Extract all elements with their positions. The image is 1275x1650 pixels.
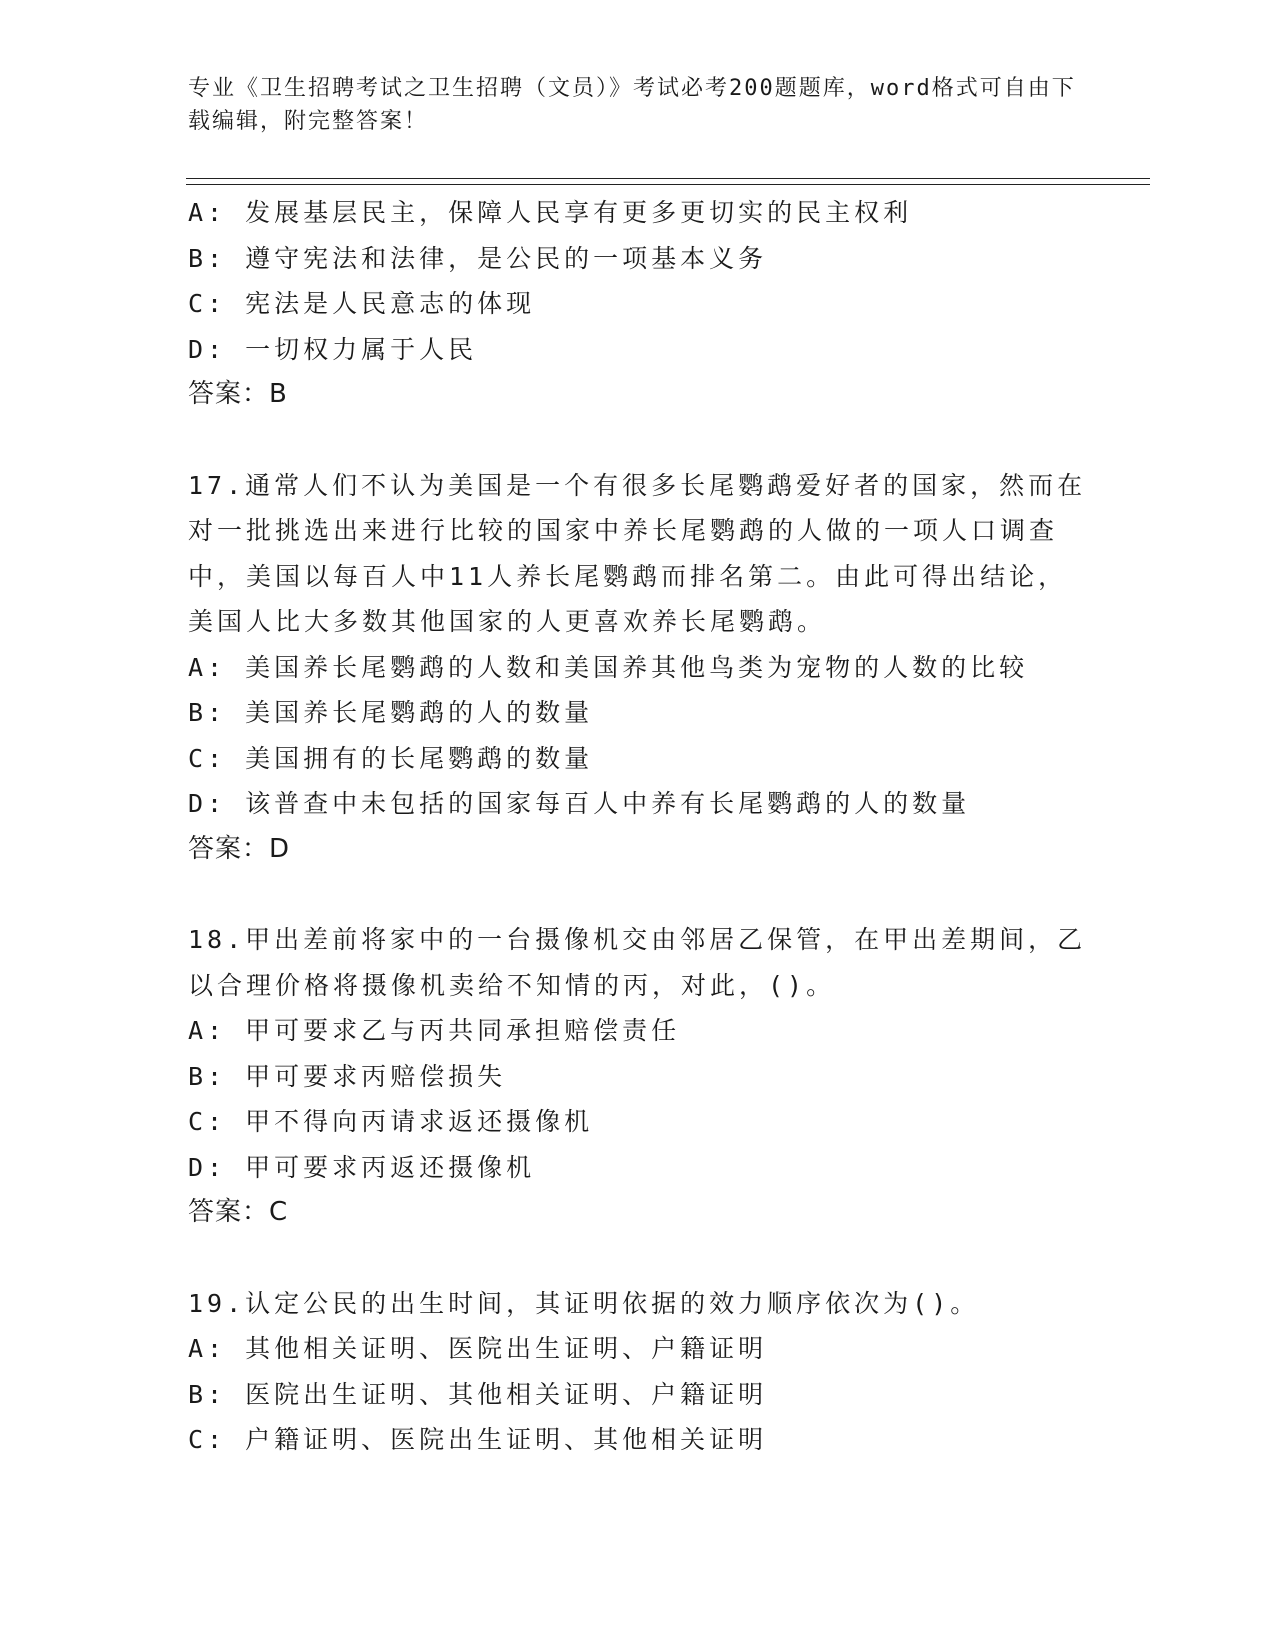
option-c: C: 美国拥有的长尾鹦鹉的数量 <box>188 743 594 773</box>
question-text-line: 19.认定公民的出生时间，其证明依据的效力顺序依次为()。 <box>188 1288 980 1318</box>
question-block-16 <box>188 190 1068 418</box>
question-text-line: 17.通常人们不认为美国是一个有很多长尾鹦鹉爱好者的国家，然而在 <box>188 470 1087 500</box>
question-text-line: 美国人比大多数其他国家的人更喜欢养长尾鹦鹉。 <box>188 607 827 636</box>
option-b: B: 甲可要求丙赔偿损失 <box>188 1061 507 1091</box>
option-c: C: 户籍证明、医院出生证明、其他相关证明 <box>188 1425 768 1454</box>
option-c: C: 甲不得向丙请求返还摄像机 <box>188 1107 594 1136</box>
option-d: D: 该普查中未包括的国家每百人中养有长尾鹦鹉的人的数量 <box>188 789 971 818</box>
option-a: A: 美国养长尾鹦鹉的人数和美国养其他鸟类为宠物的人数的比较 <box>188 652 1029 682</box>
question-text-line: 中，美国以每百人中11人养长尾鹦鹉而排名第二。由此可得出结论， <box>188 561 1068 591</box>
answer: 答案：B <box>188 379 288 409</box>
question-block-18 <box>188 917 1087 1236</box>
option-b: B: 遵守宪法和法律，是公民的一项基本义务 <box>188 243 768 273</box>
header-text: 专业《卫生招聘考试之卫生招聘（文员）》考试必考200题题库，word格式可自由下载编辑，附完整答案！ <box>188 76 1076 134</box>
question-block-17 <box>188 463 1087 873</box>
option-a: A: 甲可要求乙与丙共同承担赔偿责任 <box>188 1016 681 1045</box>
answer: 答案：C <box>188 1197 289 1227</box>
question-block-19 <box>188 1281 1068 1463</box>
question-text-line: 对一批挑选出来进行比较的国家中养长尾鹦鹉的人做的一项人口调查 <box>188 516 1059 545</box>
option-a: A: 其他相关证明、医院出生证明、户籍证明 <box>188 1334 768 1363</box>
header-rule-bottom <box>186 184 1150 185</box>
document-header <box>188 72 1088 138</box>
option-c: C: 宪法是人民意志的体现 <box>188 289 536 318</box>
header-rule-top <box>186 178 1150 179</box>
question-text-line: 18.甲出差前将家中的一台摄像机交由邻居乙保管，在甲出差期间，乙 <box>188 925 1087 954</box>
option-b: B: 医院出生证明、其他相关证明、户籍证明 <box>188 1379 768 1409</box>
option-a: A: 发展基层民主，保障人民享有更多更切实的民主权利 <box>188 198 913 227</box>
question-text-line: 以合理价格将摄像机卖给不知情的丙，对此，()。 <box>188 970 836 1000</box>
answer: 答案：D <box>188 833 291 864</box>
option-d: D: 一切权力属于人民 <box>188 334 478 364</box>
question-list <box>188 190 1087 1463</box>
option-d: D: 甲可要求丙返还摄像机 <box>188 1152 536 1182</box>
option-b: B: 美国养长尾鹦鹉的人的数量 <box>188 698 594 727</box>
